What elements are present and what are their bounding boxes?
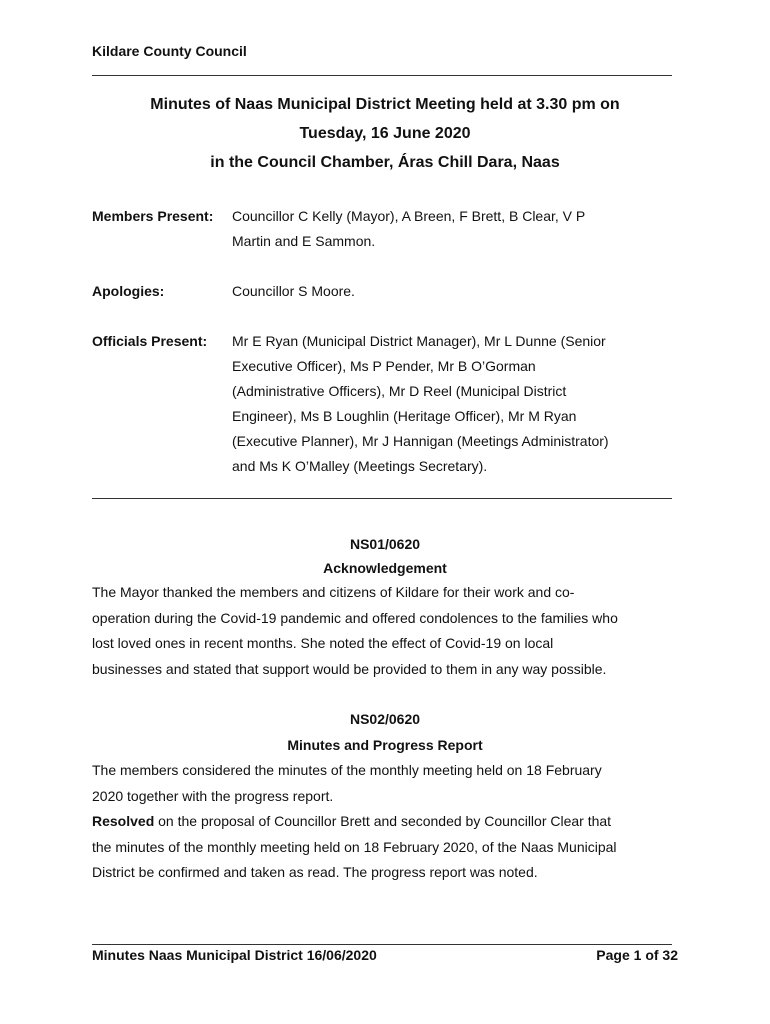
paragraph-line: The Mayor thanked the members and citizens of Kildare for their work and co- — [92, 584, 575, 600]
members-line: Martin and E Sammon. — [232, 233, 376, 249]
members-line: Councillor C Kelly (Mayor), A Breen, F Brett, B Clear, V P — [232, 208, 586, 224]
officials-line: and Ms K O’Malley (Meetings Secretary). — [232, 458, 488, 474]
officials-line: Executive Officer), Ms P Pender, Mr B O’Gorman — [232, 358, 536, 374]
apologies-line: Councillor S Moore. — [232, 283, 355, 299]
section-code: NS02/0620 — [349, 711, 421, 727]
paragraph-line: 2020 together with the progress report. — [92, 787, 334, 804]
header-organisation: Kildare County Council — [92, 43, 247, 59]
resolution-text: on the proposal of Councillor Brett and seconded by Councillor Clear that — [154, 813, 612, 829]
paragraph-line: operation during the Covid-19 pandemic and offered condolences to the families who — [92, 609, 618, 626]
apologies-value — [232, 279, 672, 304]
members-present-label: Members Present: — [92, 208, 214, 224]
resolution-line — [92, 809, 692, 835]
officials-line: (Executive Planner), Mr J Hannigan (Meetings Administrator) — [232, 433, 609, 449]
officials-line: (Administrative Officers), Mr D Reel (Municipal District — [232, 383, 567, 399]
paragraph-line: The members considered the minutes of the monthly meeting held on 18 February — [92, 762, 602, 778]
attendance-divider — [92, 498, 672, 499]
meeting-title — [92, 90, 678, 177]
officials-present-value — [232, 329, 672, 479]
footer-document-title: Minutes Naas Municipal District 16/06/2020 — [92, 947, 377, 963]
title-line-2: Tuesday, 16 June 2020 — [299, 125, 471, 142]
title-line-3: in the Council Chamber, Áras Chill Dara, Naas — [210, 154, 560, 171]
section-code: NS01/0620 — [349, 536, 421, 552]
officials-line: Engineer), Ms B Loughlin (Heritage Officer), Mr M Ryan — [232, 408, 577, 424]
paragraph-line: businesses and stated that support would be provided to them in any way possible. — [92, 660, 607, 677]
section-paragraph — [92, 580, 692, 682]
members-present-value — [232, 204, 672, 254]
title-line-1: Minutes of Naas Municipal District Meeting held at 3.30 pm on — [150, 96, 620, 113]
section-paragraph — [92, 758, 692, 886]
officials-present-label: Officials Present: — [92, 333, 208, 349]
section-heading: Minutes and Progress Report — [287, 737, 483, 753]
paragraph-line: lost loved ones in recent months. She noted the effect of Covid-19 on local — [92, 635, 554, 651]
resolution-line: the minutes of the monthly meeting held on 18 February 2020, of the Naas Municipal — [92, 838, 617, 855]
footer-divider — [92, 944, 672, 945]
resolved-keyword: Resolved — [92, 813, 155, 829]
header-divider — [92, 75, 672, 76]
section-heading: Acknowledgement — [323, 560, 447, 576]
apologies-label: Apologies: — [92, 283, 165, 299]
footer-page-number: Page 1 of 32 — [596, 947, 678, 963]
resolution-line: District be confirmed and taken as read. The progress report was noted. — [92, 864, 538, 880]
officials-line: Mr E Ryan (Municipal District Manager), Mr L Dunne (Senior — [232, 333, 606, 349]
